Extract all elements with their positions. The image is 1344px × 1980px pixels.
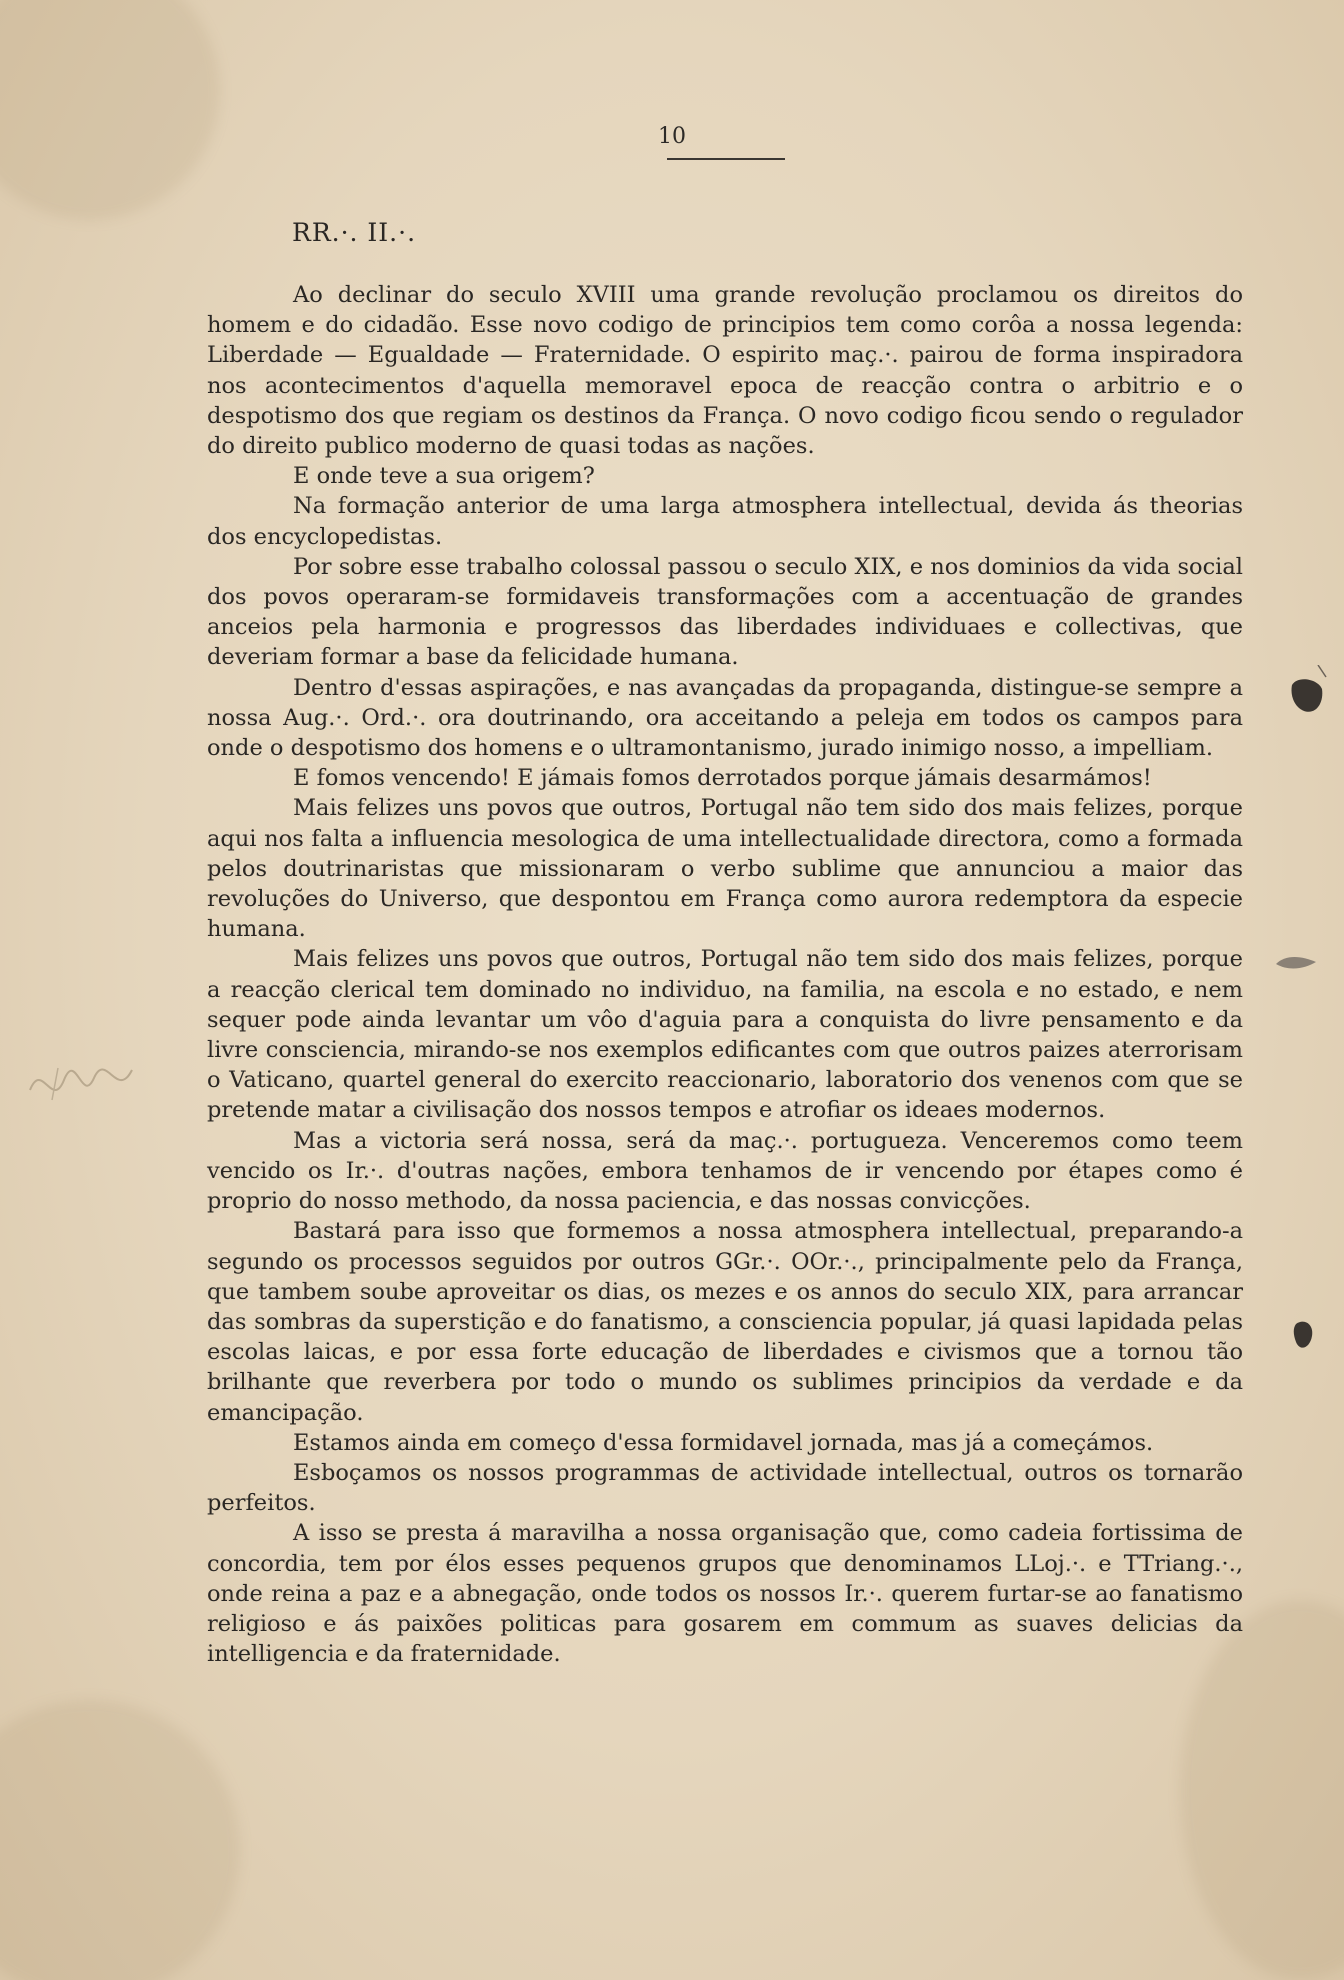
pencil-annotation bbox=[22, 1050, 152, 1120]
page-number-rule bbox=[667, 158, 785, 160]
paragraph: Esboçamos os nossos programmas de actividade intellectual, outros os tornarão perfeitos. bbox=[207, 1459, 1243, 1517]
paragraph: Dentro d'essas aspirações, e nas avançadas da propaganda, distingue-se sempre a nossa Aug.·. Ord.·. ora doutrinando, ora acceitando a peleja em todos os campos para onde o despotismo dos homens e o ultramontanismo, jurado inimigo nosso, a impelliam. bbox=[207, 674, 1243, 762]
paper-stain bbox=[0, 1700, 240, 1980]
salutation-heading: RR.·. II.·. bbox=[292, 218, 417, 247]
paragraph: A isso se presta á maravilha a nossa organisação que, como cadeia fortissima de concordia, tem por élos esses pequenos grupos que denominamos LLoj.·. e TTriang.·., onde reina a paz e a abnegação, onde todos os nossos Ir.·. querem furtar-se ao fanatismo religioso e ás paixões politicas para gosarem em commum as suaves delicias da intelligencia e da fraternidade. bbox=[207, 1520, 1243, 1668]
paragraph: Estamos ainda em começo d'essa formidavel jornada, mas já a começámos. bbox=[293, 1429, 1154, 1456]
ink-blot-mark bbox=[1288, 665, 1328, 725]
page-number: 10 bbox=[658, 124, 686, 149]
paragraph: Por sobre esse trabalho colossal passou o seculo XIX, e nos dominios da vida social dos povos operaram-se formidaveis transformações com a accentuação de grandes anceios pela harmonia e progressos das liberdades individuaes e collectivas, que deveriam formar a base da felicidade humana. bbox=[207, 553, 1243, 671]
letter-body bbox=[207, 280, 1243, 1669]
paragraph: Mais felizes uns povos que outros, Portugal não tem sido dos mais felizes, porque aqui nos falta a influencia mesologica de uma intellectualidade directora, como a formada pelos doutrinaristas que missionaram o verbo sublime que annunciou a maior das revoluções do Universo, que despontou em França como aurora redemptora da especie humana. bbox=[207, 795, 1243, 943]
ink-blot-mark bbox=[1272, 948, 1322, 978]
paragraph: Mais felizes uns povos que outros, Portugal não tem sido dos mais felizes, porque a reacção clerical tem dominado no individuo, na familia, na escola e no estado, e nem sequer pode ainda levantar um vôo d'aguia para a conquista do livre pensamento e da livre consciencia, mirando-se nos exemplos edificantes com que outros paizes aterrorisam o Vaticano, quartel general do exercito reaccionario, laboratorio dos venenos com que se pretende matar a civilisação dos nossos tempos e atrofiar os ideaes modernos. bbox=[207, 946, 1243, 1124]
paragraph: Na formação anterior de uma larga atmosphera intellectual, devida ás theorias dos encyclopedistas. bbox=[207, 493, 1243, 550]
ink-blot-mark bbox=[1290, 1316, 1318, 1356]
paragraph: E onde teve a sua origem? bbox=[293, 463, 595, 490]
paper-stain bbox=[0, 0, 220, 220]
paragraph: Bastará para isso que formemos a nossa atmosphera intellectual, preparando-a segundo os processos seguidos por outros GGr.·. OOr.·., principalmente pelo da França, que tambem soube aproveitar os dias, os mezes e os annos do seculo XIX, para arrancar das sombras da superstição e do fanatismo, a consciencia popular, já quasi lapidada pelas escolas laicas, e por essa forte educação de liberdades e civismos que a tornou tão brilhante que reverbera por todo o mundo os sublimes principios da verdade e da emancipação. bbox=[207, 1218, 1243, 1426]
paragraph: Mas a victoria será nossa, será da maç.·. portugueza. Venceremos como teem vencido os Ir.·. d'outras nações, embora tenhamos de ir vencendo por étapes como é proprio do nosso methodo, da nossa paciencia, e das nossas convicções. bbox=[207, 1127, 1243, 1215]
paragraph: E fomos vencendo! E jámais fomos derrotados porque jámais desarmámos! bbox=[293, 765, 1152, 792]
paragraph: Ao declinar do seculo XVIII uma grande revolução proclamou os direitos do homem e do cidadão. Esse novo codigo de principios tem como corôa a nossa legenda: Liberdade — Egualdade — Fraternidade. O espirito maç.·. pairou de forma inspiradora nos acontecimentos d'aquella memoravel epoca de reacção contra o arbitrio e o despotismo dos que regiam os destinos da França. O novo codigo ficou sendo o regulador do direito publico moderno de quasi todas as nações. bbox=[207, 282, 1243, 460]
